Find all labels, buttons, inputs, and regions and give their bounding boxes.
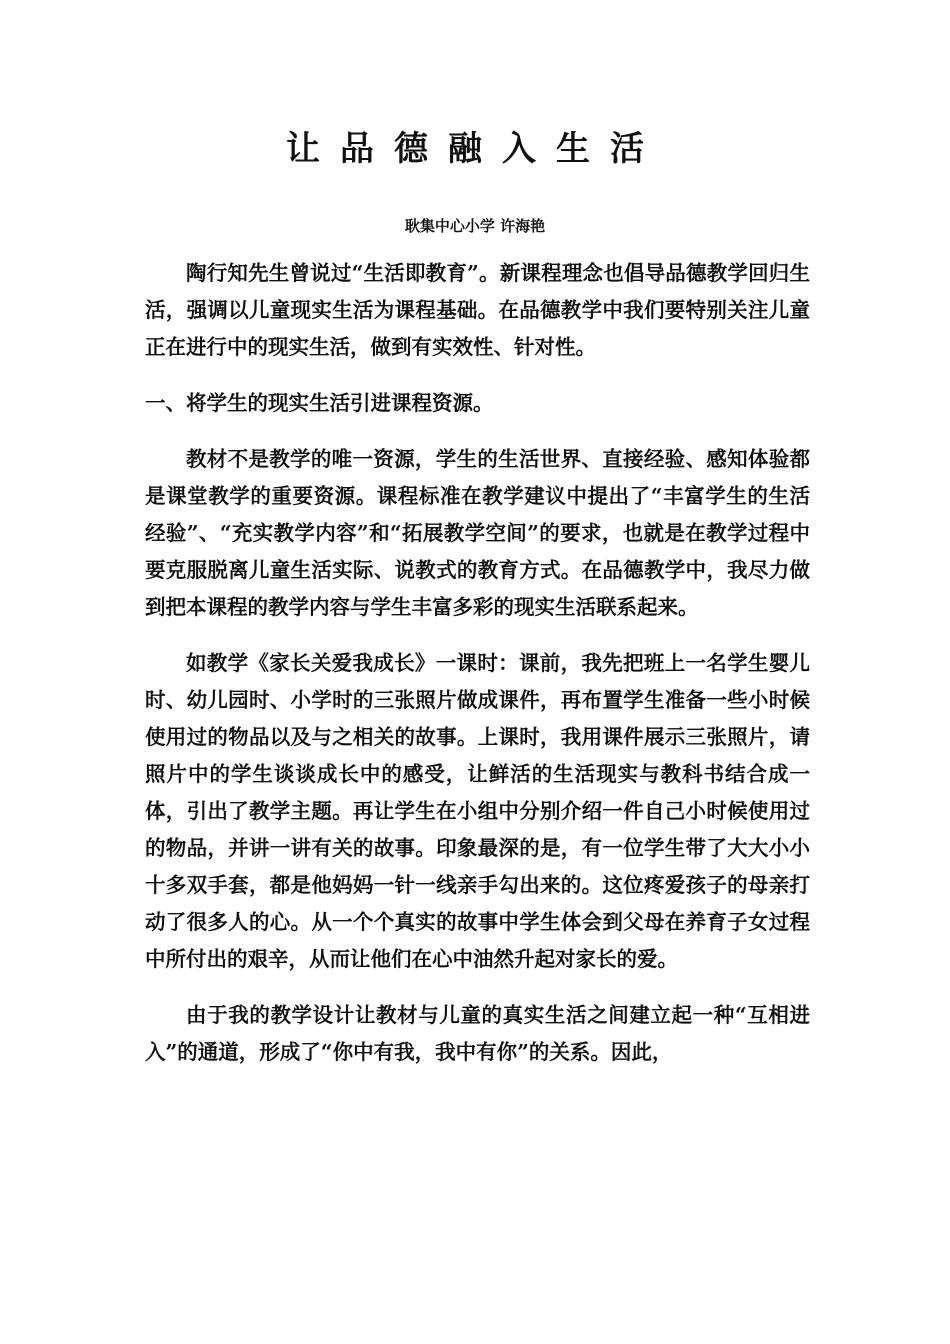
- paragraph-conclusion: 由于我的教学设计让教材与儿童的真实生活之间建立起一种“互相进入”的通道，形成了“你中有我，我中有你”的关系。因此，: [145, 1003, 810, 1064]
- section-heading-1: 一、将学生的现实生活引进课程资源。: [145, 391, 494, 415]
- paragraph-resources: 教材不是教学的唯一资源，学生的生活世界、直接经验、感知体验都是课堂教学的重要资源。课程标准在教学建议中提出了“丰富学生的生活经验”、“充实教学内容”和“拓展教学空间”的要求，也就是在教学过程中要克服脱离儿童生活实际、说教式的教育方式。在品德教学中，我尽力做到把本课程的教学内容与学生丰富多彩的现实生活联系起来。: [145, 447, 810, 619]
- author-line: 耿集中心小学 许海艳: [404, 217, 546, 235]
- document-body: [145, 255, 810, 1090]
- paragraph-example: 如教学《家长关爱我成长》一课时：课前，我先把班上一名学生婴儿时、幼儿园时、小学时的三张照片做成课件，再布置学生准备一些小时候使用过的物品以及与之相关的故事。上课时，我用课件展示三张照片，请照片中的学生谈谈成长中的感受，让鲜活的生活现实与教科书结合成一体，引出了教学主题。再让学生在小组中分别介绍一件自己小时候使用过的物品，并讲一讲有关的故事。印象最深的是，有一位学生带了大大小小十多双手套，都是他妈妈一针一线亲手勾出来的。这位疼爱孩子的母亲打动了很多人的心。从一个个真实的故事中学生体会到父母在养育子女过程中所付出的艰辛，从而让他们在心中油然升起对家长的爱。: [145, 651, 810, 971]
- paragraph-intro: 陶行知先生曾说过“生活即教育”。新课程理念也倡导品德教学回归生活，强调以儿童现实生活为课程基础。在品德教学中我们要特别关注儿童正在进行中的现实生活，做到有实效性、针对性。: [145, 261, 810, 359]
- document-title: 让品德融入生活: [286, 129, 664, 169]
